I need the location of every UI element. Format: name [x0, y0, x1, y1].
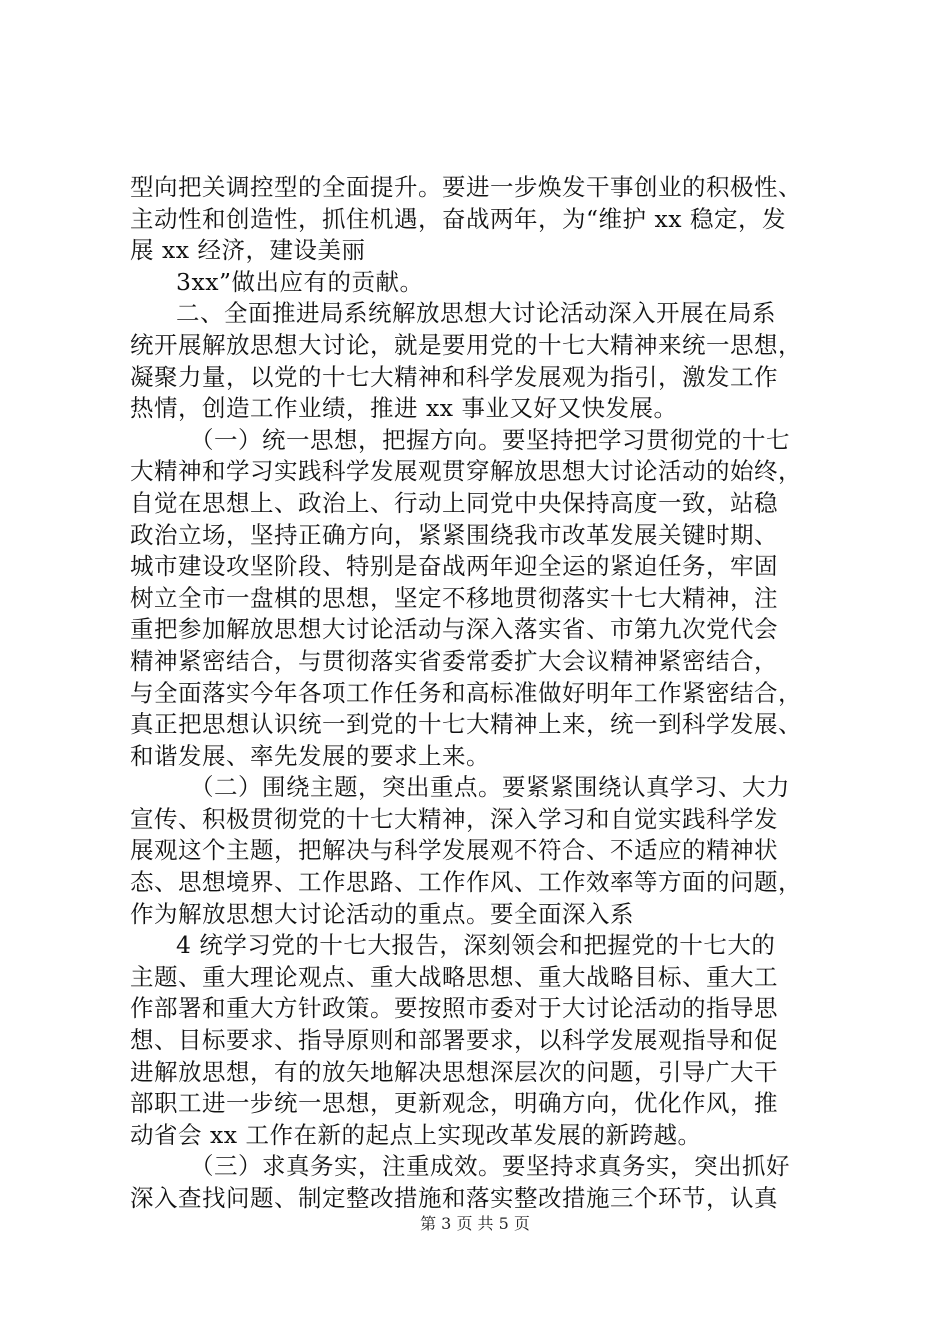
text-line: 凝聚力量，以党的十七大精神和科学发展观为指引，激发工作 — [130, 362, 778, 391]
text-line: 展观这个主题，把解决与科学发展观不符合、不适应的精神状 — [130, 836, 778, 865]
text-line: 宣传、积极贯彻党的十七大精神，深入学习和自觉实践科学发 — [130, 804, 778, 833]
text-line: 统开展解放思想大讨论，就是要用党的十七大精神来统一思想， — [130, 330, 802, 359]
subsection-heading-line: （二）围绕主题，突出重点。要紧紧围绕认真学习、大力 — [190, 773, 790, 802]
text-line: 真正把思想认识统一到党的十七大精神上来，统一到科学发展、 — [130, 710, 802, 739]
text-line: 展 xx 经济，建设美丽 — [130, 236, 366, 265]
text-line: 城市建设攻坚阶段、特别是奋战两年迎全运的紧迫任务，牢固 — [130, 552, 778, 581]
text-line: 主动性和创造性，抓住机遇，奋战两年，为“维护 xx 稳定，发 — [130, 204, 786, 233]
text-line: 深入查找问题、制定整改措施和落实整改措施三个环节，认真 — [130, 1184, 778, 1212]
text-line: 部职工进一步统一思想，更新观念，明确方向，优化作风，推 — [130, 1089, 778, 1118]
text-line: 动省会 xx 工作在新的起点上实现改革发展的新跨越。 — [130, 1120, 702, 1149]
text-line: 政治立场，坚持正确方向，紧紧围绕我市改革发展关键时期、 — [130, 520, 778, 549]
page-number: 第 3 页 共 5 页 — [420, 1214, 530, 1233]
text-line: 型向把关调控型的全面提升。要进一步焕发干事创业的积极性、 — [130, 173, 802, 201]
document-body — [130, 172, 830, 1215]
text-line: 作为解放思想大讨论活动的重点。要全面深入系 — [130, 899, 634, 928]
text-line: 树立全市一盘棋的思想，坚定不移地贯彻落实十七大精神，注 — [130, 583, 778, 612]
text-line: 热情，创造工作业绩，推进 xx 事业又好又快发展。 — [130, 394, 678, 423]
page-footer — [0, 1214, 950, 1234]
text-line: 态、思想境界、工作思路、工作作风、工作效率等方面的问题， — [130, 868, 802, 897]
subsection-heading-line: （一）统一思想，把握方向。要坚持把学习贯彻党的十七 — [190, 425, 790, 454]
text-line: 主题、重大理论观点、重大战略思想、重大战略目标、重大工 — [130, 962, 778, 991]
text-line: 作部署和重大方针政策。要按照市委对于大讨论活动的指导思 — [130, 994, 778, 1023]
subsection-heading-line: （三）求真务实，注重成效。要坚持求真务实，突出抓好 — [190, 1152, 790, 1181]
text-line: 和谐发展、率先发展的要求上来。 — [130, 741, 490, 770]
text-line: 想、目标要求、指导原则和部署要求，以科学发展观指导和促 — [130, 1026, 778, 1055]
text-line: 4 统学习党的十七大报告，深刻领会和把握党的十七大的 — [176, 931, 776, 960]
text-line: 进解放思想，有的放矢地解决思想深层次的问题，引导广大干 — [130, 1057, 778, 1086]
text-line: 自觉在思想上、政治上、行动上同党中央保持高度一致，站稳 — [130, 488, 778, 517]
section-heading-line: 二、全面推进局系统解放思想大讨论活动深入开展在局系 — [176, 299, 776, 328]
text-line: 3xx”做出应有的贡献。 — [176, 267, 424, 296]
text-line: 重把参加解放思想大讨论活动与深入落实省、市第九次党代会 — [130, 615, 778, 644]
text-line: 精神紧密结合，与贯彻落实省委常委扩大会议精神紧密结合， — [130, 646, 778, 675]
text-line: 与全面落实今年各项工作任务和高标准做好明年工作紧密结合， — [130, 678, 802, 707]
text-line: 大精神和学习实践科学发展观贯穿解放思想大讨论活动的始终， — [130, 457, 802, 486]
